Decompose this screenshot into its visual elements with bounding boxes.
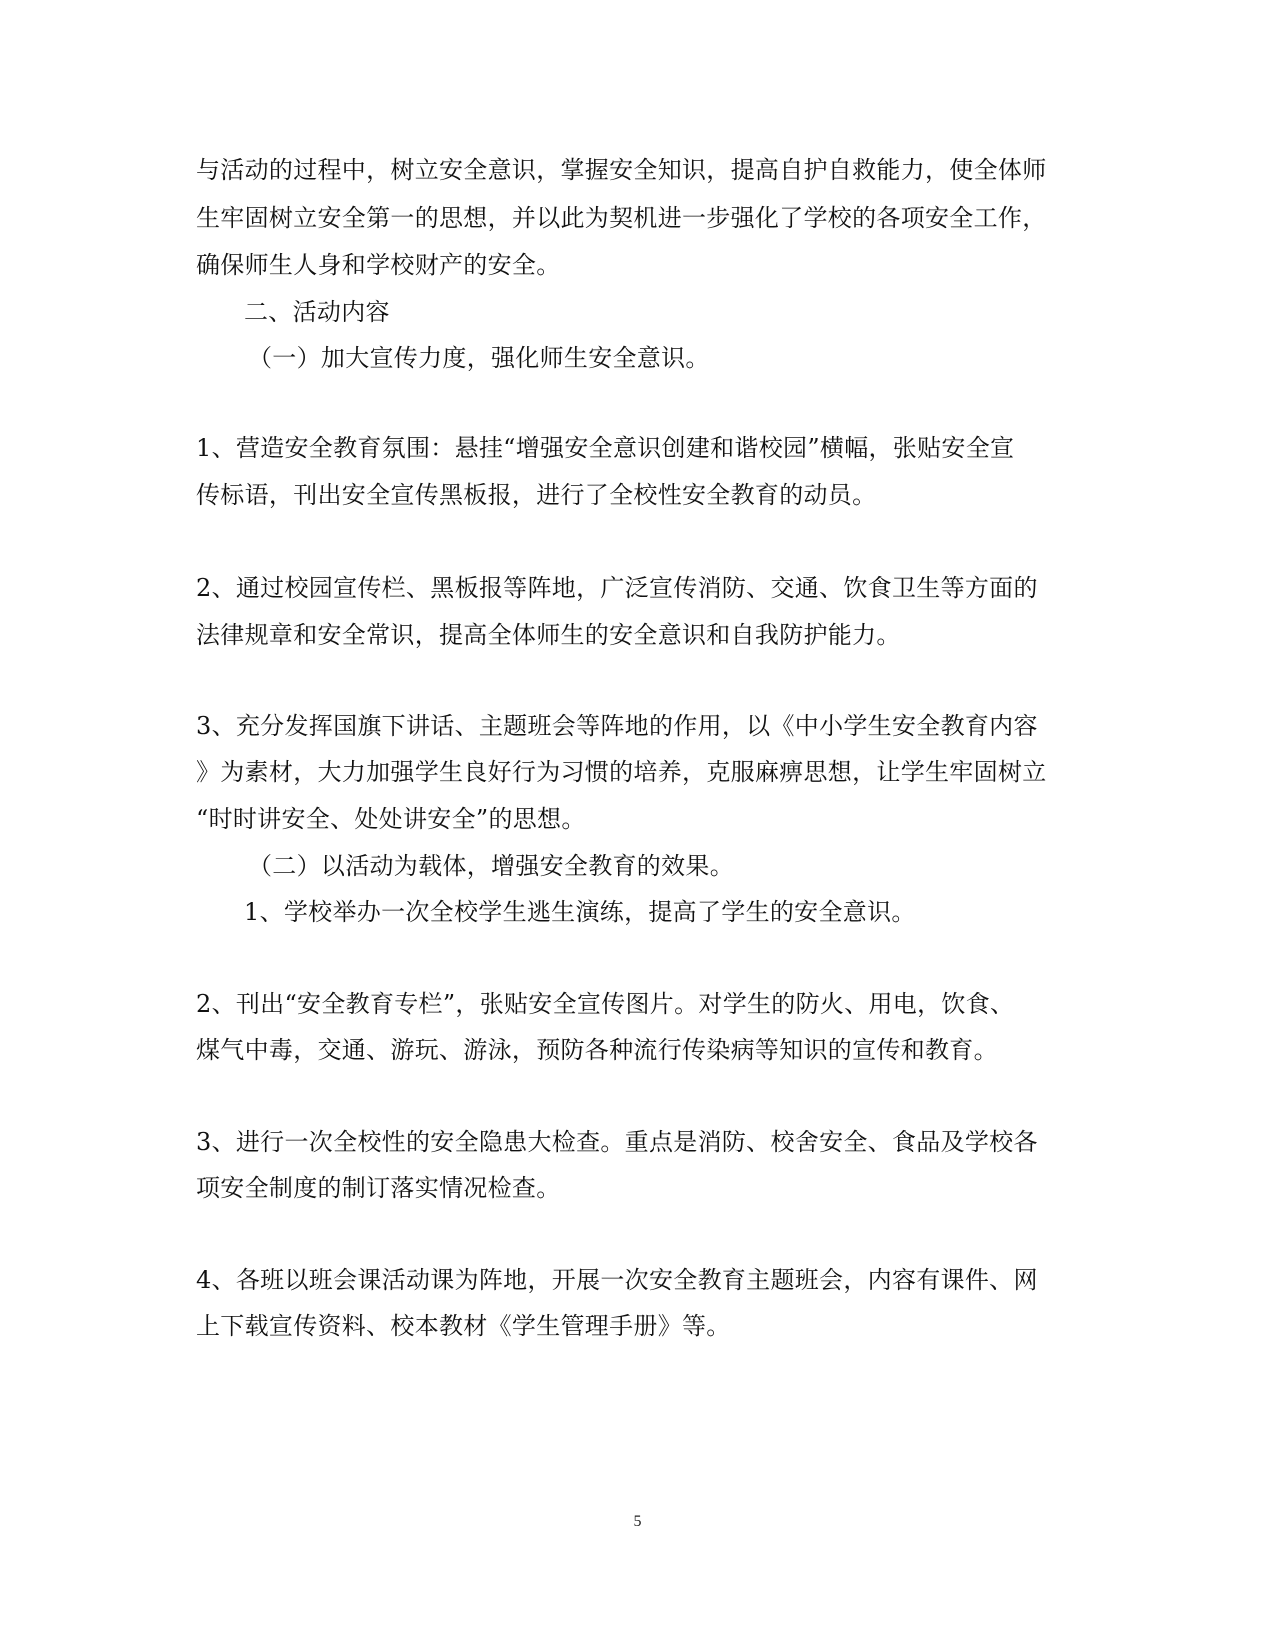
section-heading: 二、活动内容: [244, 298, 390, 326]
subsection-heading: （一）加大宣传力度，强化师生安全意识。: [248, 344, 710, 372]
subsection-heading: （二）以活动为载体，增强安全教育的效果。: [248, 852, 734, 880]
list-item-line: 2、通过校园宣传栏、黑板报等阵地，广泛宣传消防、交通、饮食卫生等方面的: [196, 574, 1038, 602]
list-item-line: 1、学校举办一次全校学生逃生演练，提高了学生的安全意识。: [244, 898, 916, 926]
list-item-line: 4、各班以班会课活动课为阵地，开展一次安全教育主题班会，内容有课件、网: [196, 1266, 1038, 1294]
paragraph-line: 生牢固树立安全第一的思想，并以此为契机进一步强化了学校的各项安全工作，: [196, 204, 1047, 232]
list-item-line: 1、营造安全教育氛围：悬挂“增强安全意识创建和谐校园”横幅，张贴安全宣: [196, 434, 1015, 462]
list-item-line: 传标语，刊出安全宣传黑板报，进行了全校性安全教育的动员。: [196, 481, 877, 509]
list-item-line: 项安全制度的制订落实情况检查。: [196, 1174, 561, 1202]
list-item-line: 煤气中毒，交通、游玩、游泳，预防各种流行传染病等知识的宣传和教育。: [196, 1036, 998, 1064]
paragraph-line: 与活动的过程中，树立安全意识，掌握安全知识，提高自护自救能力，使全体师: [196, 156, 1047, 184]
paragraph-line: 确保师生人身和学校财产的安全。: [196, 251, 561, 279]
list-item-line: 3、充分发挥国旗下讲话、主题班会等阵地的作用，以《中小学生安全教育内容: [196, 712, 1038, 740]
list-item-line: 3、进行一次全校性的安全隐患大检查。重点是消防、校舍安全、食品及学校各: [196, 1128, 1038, 1156]
list-item-line: 法律规章和安全常识，提高全体师生的安全意识和自我防护能力。: [196, 621, 901, 649]
list-item-line: 上下载宣传资料、校本教材《学生管理手册》等。: [196, 1312, 731, 1340]
list-item-line: “时时讲安全、处处讲安全”的思想。: [196, 805, 586, 833]
page-number: 5: [633, 1513, 642, 1530]
list-item-line: 2、刊出“安全教育专栏”，张贴安全宣传图片。对学生的防火、用电，饮食、: [196, 990, 1015, 1018]
list-item-line: 》为素材，大力加强学生良好行为习惯的培养，克服麻痹思想，让学生牢固树立: [196, 758, 1047, 786]
